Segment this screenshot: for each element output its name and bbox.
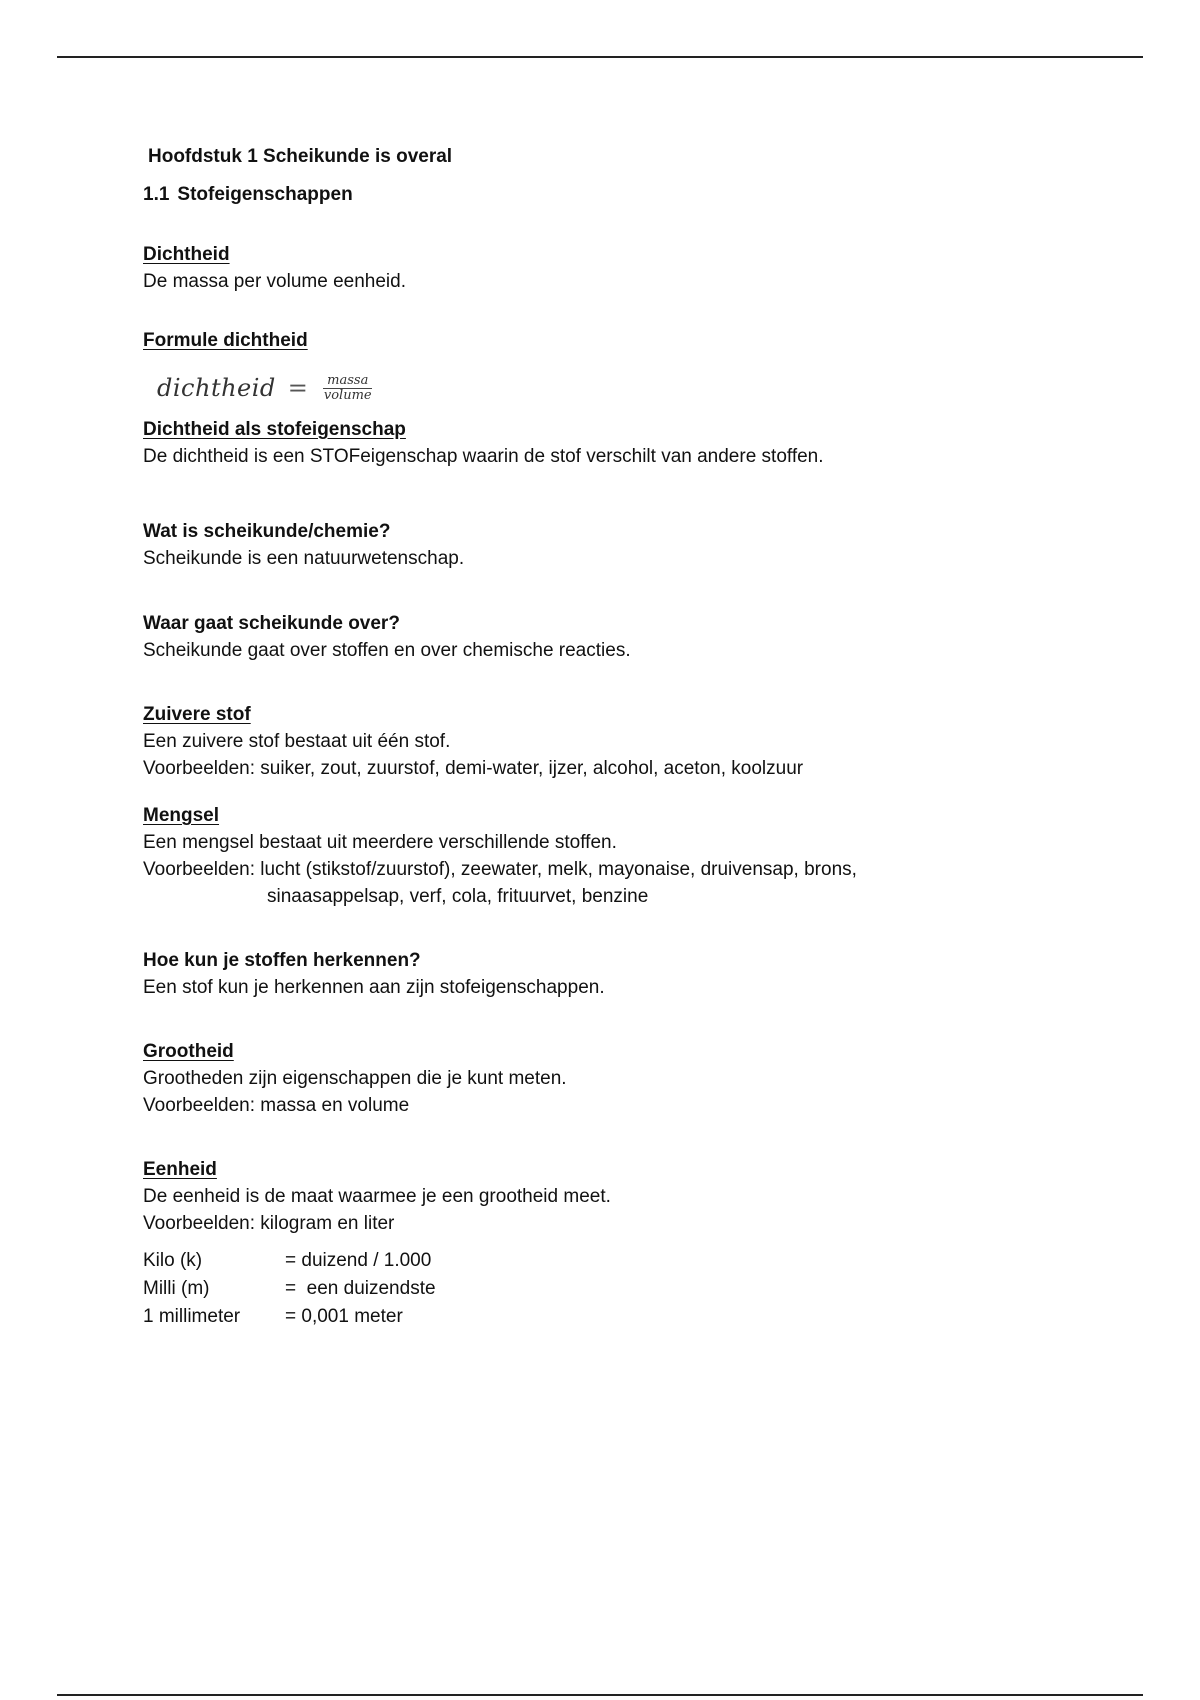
unit-row [143,1303,1103,1331]
section-number: 1.1 [143,184,170,205]
wat-is-block [143,518,1103,572]
mengsel-examples: Voorbeelden: lucht (stikstof/zuurstof), zeewater, melk, mayonaise, druivensap, brons, [143,859,857,880]
section-title [143,182,1103,207]
unit-definition: = 0,001 meter [285,1306,403,1327]
page-bottom-rule [57,1694,1143,1696]
unit-term: Kilo (k) [143,1250,203,1271]
wat-is-heading: Wat is scheikunde/chemie? [143,521,391,542]
unit-row [143,1275,1103,1303]
dichtheid-text: De massa per volume eenheid. [143,271,406,292]
zuivere-stof-block [143,701,1103,782]
formule-heading: Formule dichtheid [143,330,308,351]
grootheid-text: Grootheden zijn eigenschappen die je kunt meten. [143,1068,567,1089]
wat-is-text: Scheikunde is een natuurwetenschap. [143,548,465,569]
unit-definition: = duizend / 1.000 [285,1250,432,1271]
density-formula [157,368,1103,408]
grootheid-block [143,1038,1103,1119]
mengsel-block [143,802,1103,910]
grootheid-examples: Voorbeelden: massa en volume [143,1095,410,1116]
formula-numerator: massa [323,374,372,389]
grootheid-heading: Grootheid [143,1041,234,1062]
stofeigenschap-block [143,416,1103,470]
section-name: Stofeigenschappen [177,184,353,205]
formula-denominator: volume [323,387,372,403]
unit-definition: = een duizendste [285,1278,436,1299]
mengsel-heading: Mengsel [143,805,220,826]
waar-over-text: Scheikunde gaat over stoffen en over chemische reacties. [143,640,631,661]
eenheid-heading: Eenheid [143,1159,217,1180]
formule-block [143,327,1103,408]
dichtheid-heading: Dichtheid [143,244,230,265]
document-body [143,144,1103,1331]
unit-term: Milli (m) [143,1278,210,1299]
dichtheid-block [143,241,1103,295]
herkennen-text: Een stof kun je herkennen aan zijn stofeigenschappen. [143,977,605,998]
herkennen-heading: Hoe kun je stoffen herkennen? [143,950,421,971]
stofeigenschap-heading: Dichtheid als stofeigenschap [143,419,406,440]
formula-equals: = [287,374,308,402]
chapter-title: Hoofdstuk 1 Scheikunde is overal [148,146,453,167]
zuivere-stof-examples: Voorbeelden: suiker, zout, zuurstof, demi-water, ijzer, alcohol, aceton, koolzuur [143,758,804,779]
eenheid-block [143,1156,1103,1331]
mengsel-examples-cont: sinaasappelsap, verf, cola, frituurvet, benzine [267,886,649,907]
unit-row [143,1247,1103,1275]
waar-over-block [143,610,1103,664]
zuivere-stof-heading: Zuivere stof [143,704,251,725]
waar-over-heading: Waar gaat scheikunde over? [143,613,400,634]
stofeigenschap-text: De dichtheid is een STOFeigenschap waarin de stof verschilt van andere stoffen. [143,446,824,467]
eenheid-text: De eenheid is de maat waarmee je een grootheid meet. [143,1186,611,1207]
herkennen-block [143,947,1103,1001]
eenheid-examples: Voorbeelden: kilogram en liter [143,1213,395,1234]
unit-table [143,1247,1103,1331]
page-top-rule [57,56,1143,58]
zuivere-stof-text: Een zuivere stof bestaat uit één stof. [143,731,451,752]
unit-term: 1 millimeter [143,1306,241,1327]
mengsel-text: Een mengsel bestaat uit meerdere verschillende stoffen. [143,832,617,853]
formula-fraction [320,374,376,403]
formula-lhs: dichtheid [157,374,276,402]
